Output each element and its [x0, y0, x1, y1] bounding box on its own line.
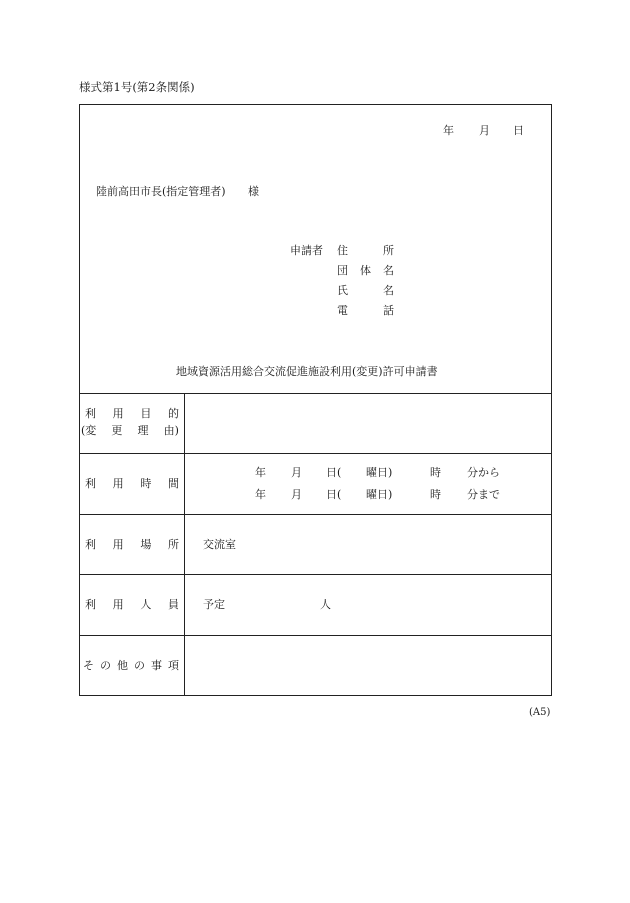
- label-column-divider: [184, 393, 185, 695]
- people-unit: 人: [320, 598, 331, 611]
- end-month: 月: [291, 488, 302, 501]
- paper-size-note: (A5): [529, 707, 551, 718]
- time-label-char: 時: [140, 477, 152, 490]
- people-label-char: 利: [85, 598, 96, 611]
- purpose-label-char: 利: [85, 407, 96, 420]
- start-year: 年: [255, 466, 266, 479]
- end-hour: 時: [430, 488, 441, 501]
- purpose-reason-char: 更: [111, 424, 123, 437]
- people-label-char: 人: [140, 598, 152, 611]
- applicant-phone-label-2: 話: [383, 304, 394, 317]
- people-prefix: 予定: [203, 598, 225, 611]
- row-divider-3: [79, 514, 552, 515]
- purpose-label-char: 的: [167, 407, 179, 420]
- applicant-organization-label-1: 団: [337, 264, 348, 277]
- purpose-reason-char: (変: [81, 424, 97, 437]
- date-day: 日: [513, 124, 524, 137]
- applicant-address-label-1: 住: [337, 244, 348, 257]
- applicant-name-label-1: 氏: [337, 284, 348, 297]
- purpose-label-line2: [81, 425, 179, 436]
- other-label-char: 項: [168, 659, 179, 672]
- people-count-field[interactable]: [228, 596, 318, 612]
- date-month: 月: [479, 124, 490, 137]
- applicant-address-label-2: 所: [383, 244, 394, 257]
- addressee-honorific: 様: [248, 185, 259, 198]
- time-label: [85, 478, 179, 489]
- other-label: [83, 660, 179, 671]
- start-day: 日(: [326, 466, 342, 479]
- start-weekday: 曜日): [366, 466, 393, 479]
- applicant-name-label-2: 名: [383, 284, 394, 297]
- people-label-char: 用: [112, 598, 124, 611]
- purpose-label-char: 目: [140, 407, 152, 420]
- purpose-label-char: 用: [112, 407, 124, 420]
- end-weekday: 曜日): [366, 488, 393, 501]
- applicant-organization-label-2: 体: [360, 264, 371, 277]
- start-hour: 時: [430, 466, 441, 479]
- date-year: 年: [443, 124, 454, 137]
- place-label-char: 場: [140, 538, 152, 551]
- row-divider-4: [79, 574, 552, 575]
- purpose-reason-char: 由): [163, 424, 179, 437]
- end-minute: 分まで: [467, 488, 500, 501]
- row-divider-1: [79, 393, 552, 394]
- addressee-name: 陸前高田市長(指定管理者): [96, 185, 226, 198]
- form-number: 様式第1号(第2条関係): [79, 80, 195, 94]
- other-value-field[interactable]: [186, 637, 550, 694]
- applicant-label: 申請者: [290, 244, 323, 257]
- end-day: 日(: [326, 488, 342, 501]
- row-divider-2: [79, 453, 552, 454]
- time-label-char: 間: [167, 477, 179, 490]
- place-label-char: 利: [85, 538, 96, 551]
- end-year: 年: [255, 488, 266, 501]
- form-title: 地域資源活用総合交流促進施設利用(変更)許可申請書: [176, 365, 438, 378]
- purpose-label-line1: [85, 408, 179, 419]
- place-label-char: 所: [167, 538, 179, 551]
- time-label-char: 利: [85, 477, 96, 490]
- place-value[interactable]: 交流室: [203, 538, 236, 551]
- row-divider-5: [79, 635, 552, 636]
- start-minute: 分から: [467, 466, 500, 479]
- people-label-char: 員: [167, 598, 179, 611]
- place-label: [85, 539, 179, 550]
- other-label-char: の: [100, 659, 111, 672]
- purpose-reason-char: 理: [137, 424, 149, 437]
- other-label-char: 他: [117, 659, 128, 672]
- start-month: 月: [291, 466, 302, 479]
- people-label: [85, 599, 179, 610]
- other-label-char: そ: [83, 659, 94, 672]
- time-label-char: 用: [112, 477, 124, 490]
- applicant-organization-label-3: 名: [383, 264, 394, 277]
- purpose-value-field[interactable]: [186, 395, 550, 451]
- other-label-char: 事: [151, 659, 162, 672]
- place-label-char: 用: [112, 538, 124, 551]
- other-label-char: の: [134, 659, 145, 672]
- applicant-phone-label-1: 電: [337, 304, 348, 317]
